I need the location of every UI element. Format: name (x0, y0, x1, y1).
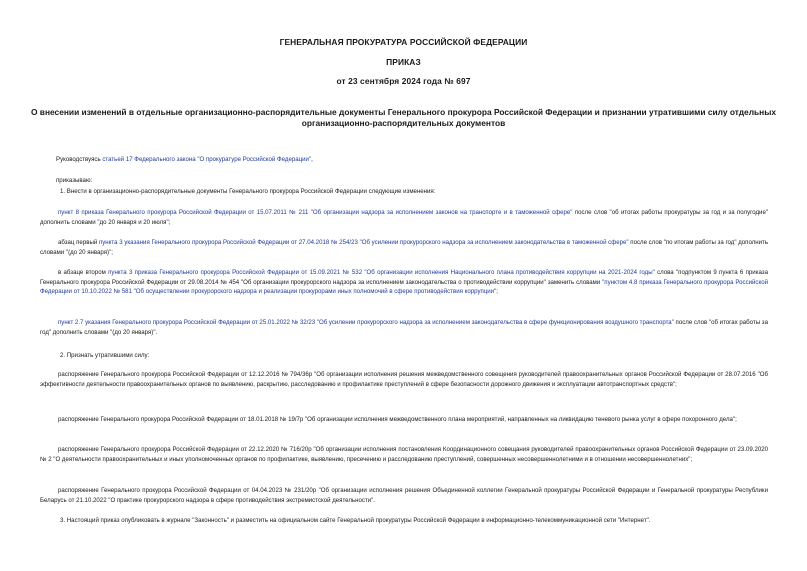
item-1-paragraph-2-text: после слов "по итогам работы за год" дополнить словами "(до 20 января)"; (40, 239, 769, 256)
item-2-paragraph-1: распоряжение Генерального прокурора Российской Федерации от 12.12.2016 № 794/36р "Об организации исполнения решения межведомственного совещения руководителей правоохранительных органов Российской Федерации от 28.07.2016 "Об эффективности деятельности правоохранительных органов по выявлению, раскрытию, расследованию и профилактике преступлений в сфере безопасности дорожного движения и эксплуатации автотранспортных средств"; (40, 371, 768, 388)
preamble (56, 155, 313, 165)
item-1-paragraph-3-lead: в абзаце втором (58, 269, 109, 276)
item-1-paragraph-2-lead: абзац первый (58, 239, 99, 246)
item-1-heading: 1. Внести в организационно-распорядительные документы Генерального прокурора Российской Федерации следующие изменения: (60, 188, 436, 195)
order-word: приказываю: (56, 177, 93, 184)
order-532-link[interactable]: пункта 3 приказа Генерального прокурора Российской Федерации от 15.09.2021 № 532 "Об организации исполнения Национального плана противодействия коррупции на 2021-2024 годы" (108, 269, 655, 276)
item-1-paragraph-1 (40, 208, 768, 227)
document-type: ПРИКАЗ (386, 57, 421, 67)
item-1-paragraph-2 (40, 238, 768, 257)
directive-32-link[interactable]: пункт 2.7 указания Генерального прокурора Российской Федерации от 25.01.2022 № 32/23 "Об усилении прокурорского надзора за исполнением законодательства в сфере функционирования воздушного транспорта" (58, 319, 674, 326)
organization-header: ГЕНЕРАЛЬНАЯ ПРОКУРАТУРА РОССИЙСКОЙ ФЕДЕРАЦИИ (279, 37, 528, 47)
date-number: от 23 сентября 2024 года № 697 (336, 76, 471, 86)
order-581-link[interactable]: "пунктом 4.8 приказа Генерального прокурора Российской Федерации от 10.10.2022 № 581 "Об осуществлении прокурорского надзора и реализации прокурорами иных полномочий в сфере противодействия коррупции" (40, 278, 768, 296)
item-2-paragraph-2: распоряжение Генерального прокурора Российской Федерации от 18.01.2018 № 19/7р "Об организации исполнения межведомственного плана мероприятий, направленных на ликвидацию теневого рынка услуг в сфере похоронного дела"; (58, 416, 737, 423)
preamble-tail: , (311, 156, 313, 163)
item-1-paragraph-3 (40, 268, 768, 297)
item-2-heading: 2. Признать утратившими силу: (60, 352, 150, 359)
document-title: О внесении изменений в отдельные организационно-распорядительные документы Генерального прокурора Российской Федерации и признании утратившими силу отдельных организационно-распорядительных документов (30, 107, 777, 128)
item-1-paragraph-4-text: после слов "об итогах работы за год" дополнить словами "(до 20 января)". (40, 319, 768, 336)
item-2-paragraph-4: распоряжение Генерального прокурора Российской Федерации от 04.04.2023 № 231/20р "Об организации исполнения решения Объединенной коллегии Генеральной прокуратуры Российской Федерации и Генеральной прокуратуры Республики Беларусь от 21.10.2022 "О практике прокурорского надзора в сфере противодействия экстремистской деятельности". (40, 487, 768, 504)
law-article-link[interactable]: статьей 17 Федерального закона "О прокуратуре Российской Федерации" (102, 156, 312, 163)
preamble-text: Руководствуясь (56, 156, 103, 163)
item-1-paragraph-3-mid: слова "подпунктом 9 пункта 6 приказа Генерального прокурора Российской Федерации от 29.08.2014 № 454 "Об организации прокурорского надзора за исполнением законодательства о противодействии коррупции" заменить словами (40, 269, 768, 286)
order-211-link[interactable]: пункт 8 приказа Генерального прокурора Российской Федерации от 15.07.2011 № 211 "Об организации надзора за исполнением законов на транспорте и в таможенной сфере" (58, 209, 573, 216)
item-1-paragraph-3-tail: ; (496, 288, 498, 296)
item-3: 3. Настоящий приказ опубликовать в журнале "Законность" и разместить на официальном сайте Генеральной прокуратуры Российской Федерации в информационно-телекоммуникационной сети "Интернет". (60, 517, 651, 524)
item-1-paragraph-1-text: после слов "об итогах работы прокуратуры за год и за полугодие" дополнить словами "до 20 января и 20 июля"; (40, 209, 768, 226)
directive-254-link[interactable]: пункта 3 указания Генерального прокурора Российской Федерации от 27.04.2018 № 254/23 "Об усилении прокурорского надзора за исполнением законодательства в таможенной сфере" (98, 239, 629, 246)
item-1-paragraph-4 (40, 318, 768, 337)
item-2-paragraph-3: распоряжение Генерального прокурора Российской Федерации от 22.12.2020 № 716/20р "Об организации исполнения постановления Координационного совещания руководителей правоохранительных органов Российской Федерации от 23.09.2020 № 2 "О деятельности правоохранительных и иных уполномоченных органов по профилактике, выявлению, пресечению и расследованию преступлений, совершенных несовершеннолетними и в отношении несовершеннолетних"; (40, 446, 768, 463)
